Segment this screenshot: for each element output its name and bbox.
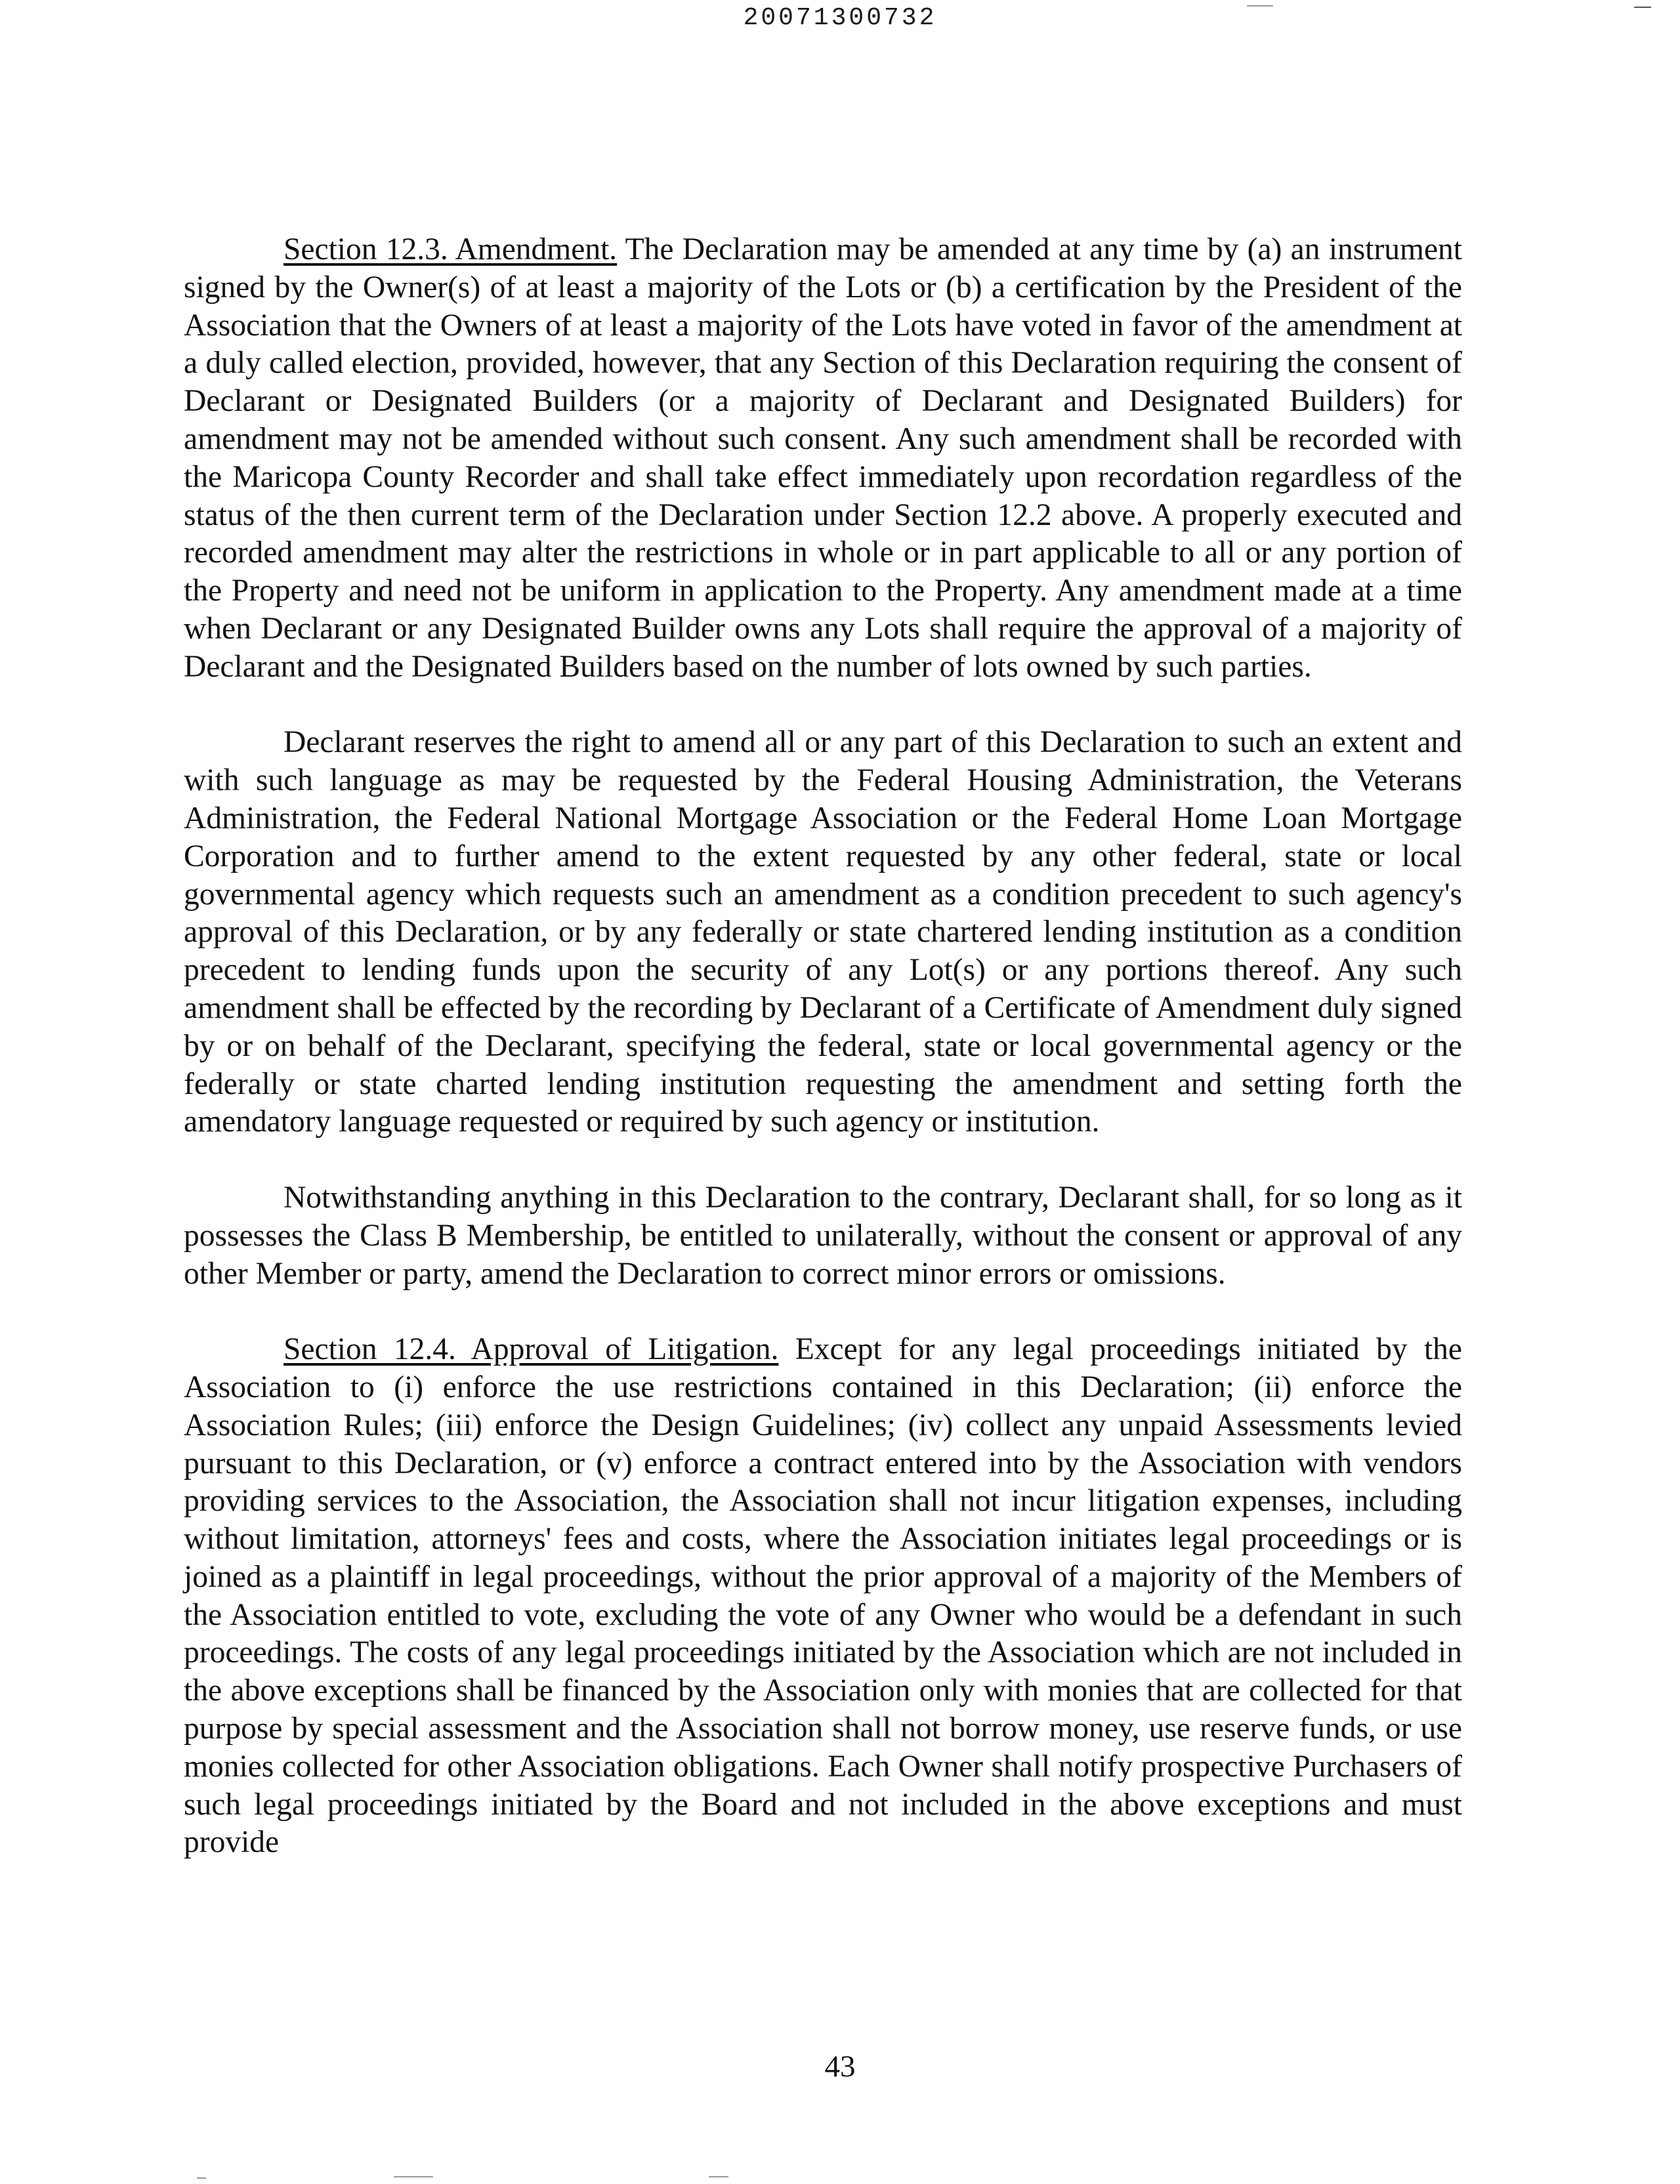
recording-number: 20071300732 [743,4,937,32]
document-body [184,231,1462,1862]
section-12-3-heading: Section 12.3. Amendment. [284,232,618,266]
declarant-reserves-paragraph [184,724,1462,1141]
scan-artifact [1634,7,1651,8]
scan-artifact [197,2177,206,2179]
notwithstanding-paragraph [184,1179,1462,1293]
section-12-3-paragraph [184,231,1462,686]
section-12-4-heading: Section 12.4. Approval of Litigation. [284,1332,779,1367]
notwithstanding-text: Notwithstanding anything in this Declaration to the contrary, Declarant shall, for so long as it possesses the Class B Membership, be entitled to unilaterally, without the consent or approval of any other Member or party, amend the Declaration to correct minor errors or omissions. [184,1180,1462,1291]
scan-artifact [709,2176,728,2177]
page-number: 43 [824,2049,856,2084]
section-12-3-text: The Declaration may be amended at any time by (a) an instrument signed by the Owner(s) of at least a majority of the Lots or (b) a certification by the President of the Association that the Owners of at least a majority of the Lots have voted in favor of the amendment at a duly called election, provided, however, that any Section of this Declaration requiring the consent of Declarant or Designated Builders (or a majority of Declarant and Designated Builders) for amendment may not be amended without such consent. Any such amendment shall be recorded with the Maricopa County Recorder and shall take effect immediately upon recordation regardless of the status of the then current term of the Declaration under Section 12.2 above. A properly executed and recorded amendment may alter the restrictions in whole or in part applicable to all or any portion of the Property and need not be uniform in application to the Property. Any amendment made at a time when Declarant or any Designated Builder owns any Lots shall require the approval of a majority of Declarant and the Designated Builders based on the number of lots owned by such parties. [184,232,1462,684]
section-12-4-paragraph [184,1331,1462,1862]
scan-artifact [394,2176,433,2177]
section-12-4-text: Except for any legal proceedings initiated by the Association to (i) enforce the use restrictions contained in this Declaration; (ii) enforce the Association Rules; (iii) enforce the Design Guidelines; (iv) collect any unpaid Assessments levied pursuant to this Declaration, or (v) enforce a contract entered into by the Association with vendors providing services to the Association, the Association shall not incur litigation expenses, including without limitation, attorneys' fees and costs, where the Association initiates legal proceedings or is joined as a plaintiff in legal proceedings, without the prior approval of a majority of the Members of the Association entitled to vote, excluding the vote of any Owner who would be a defendant in such proceedings. The costs of any legal proceedings initiated by the Association which are not included in the above exceptions shall be financed by the Association only with monies that are collected for that purpose by special assessment and the Association shall not borrow money, use reserve funds, or use monies collected for other Association obligations. Each Owner shall notify prospective Purchasers of such legal proceedings initiated by the Board and not included in the above exceptions and must provide [184,1332,1462,1860]
scan-artifact [1247,5,1273,7]
declarant-reserves-text: Declarant reserves the right to amend all or any part of this Declaration to such an extent and with such language as may be requested by the Federal Housing Administration, the Veterans Administration, the Federal National Mortgage Association or the Federal Home Loan Mortgage Corporation and to further amend to the extent requested by any other federal, state or local governmental agency which requests such an amendment as a condition precedent to such agency's approval of this Declaration, or by any federally or state chartered lending institution as a condition precedent to lending funds upon the security of any Lot(s) or any portions thereof. Any such amendment shall be effected by the recording by Declarant of a Certificate of Amendment duly signed by or on behalf of the Declarant, specifying the federal, state or local governmental agency or the federally or state charted lending institution requesting the amendment and setting forth the amendatory language requested or required by such agency or institution. [184,725,1462,1139]
